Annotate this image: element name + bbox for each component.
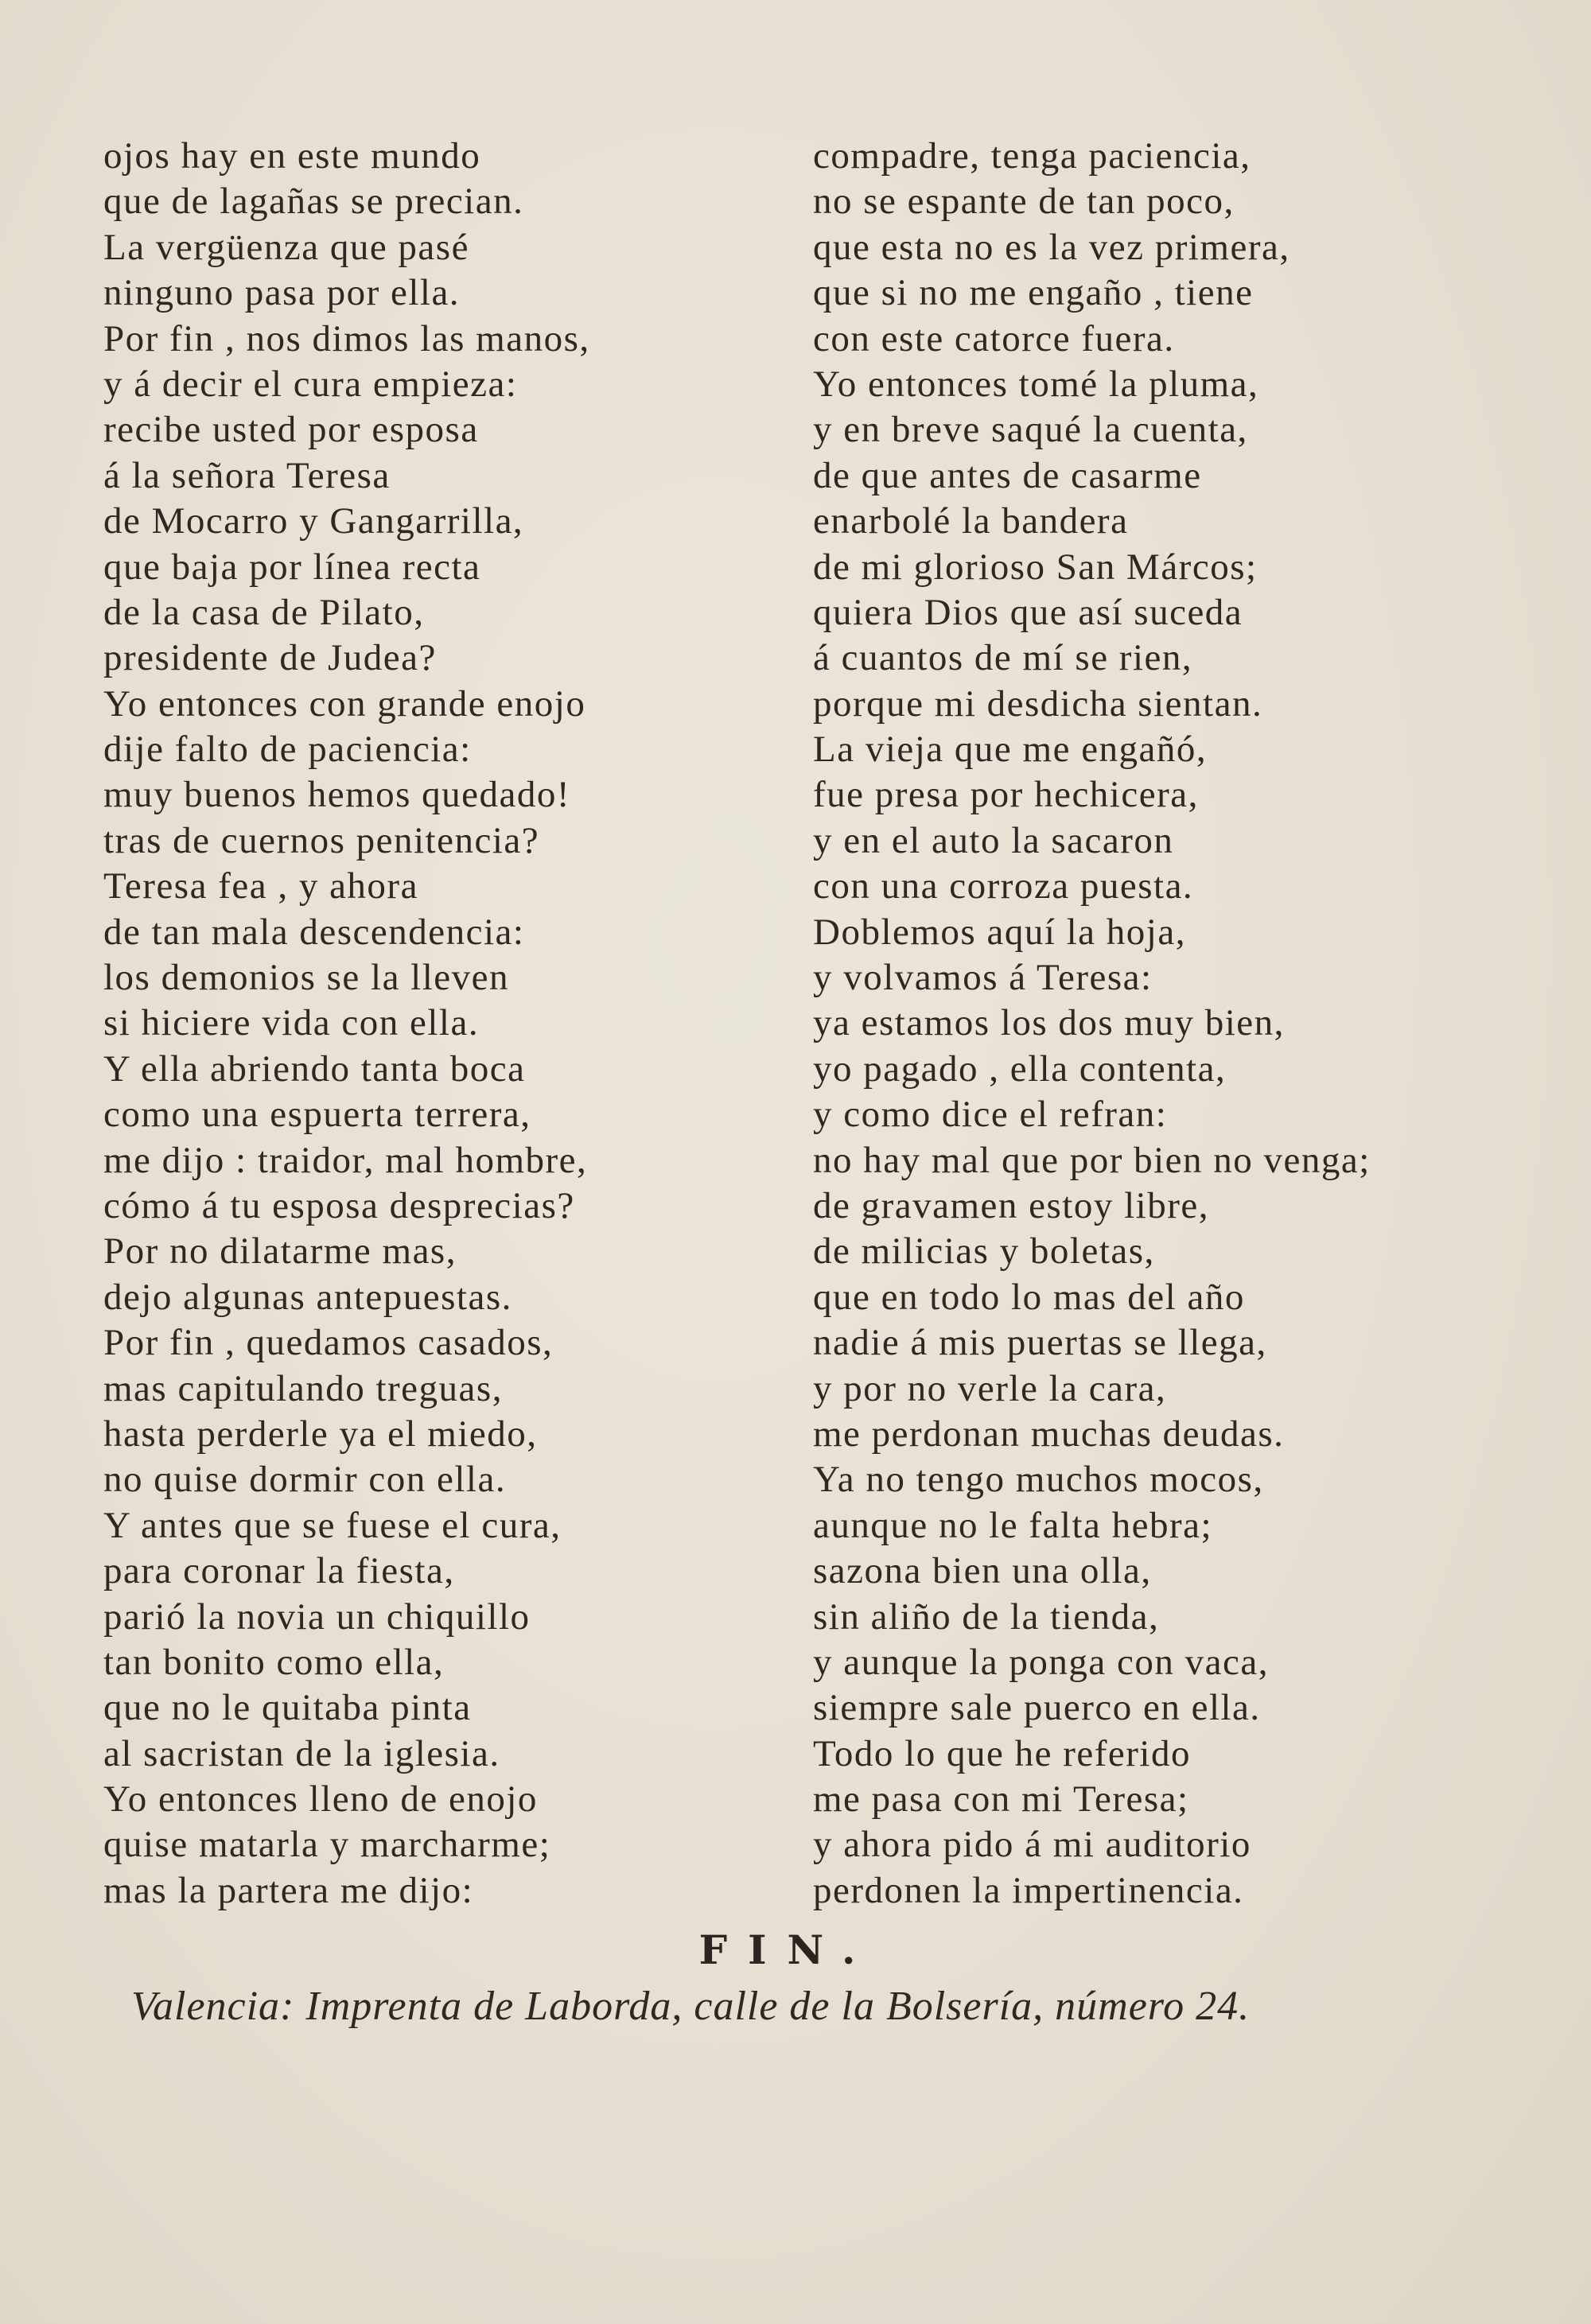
fin-ornament: FIN. <box>698 1926 877 1973</box>
verse-line: de tan mala descendencia: <box>103 911 525 953</box>
verse-line: tan bonito como ella, <box>103 1641 445 1683</box>
verse-line: cómo á tu esposa desprecias? <box>103 1184 575 1226</box>
verse-line: perdonen la impertinencia. <box>813 1869 1244 1911</box>
verse-line: aunque no le falta hebra; <box>813 1504 1213 1546</box>
verse-line: quise matarla y marcharme; <box>103 1824 551 1866</box>
verse-line: los demonios se la lleven <box>103 957 510 999</box>
verse-line: que baja por línea recta <box>103 546 481 588</box>
verse-line: de Mocarro y Gangarrilla, <box>103 500 524 542</box>
verse-line: presidente de Judea? <box>103 637 437 679</box>
verse-line: tras de cuernos penitencia? <box>103 819 540 861</box>
verse-line: muy buenos hemos quedado! <box>103 774 571 816</box>
verse-line: si hiciere vida con ella. <box>103 1002 480 1044</box>
verse-line: La vieja que me engañó, <box>813 729 1208 771</box>
verse-line: dije falto de paciencia: <box>103 729 472 771</box>
verse-line: dejo algunas antepuestas. <box>103 1276 512 1318</box>
verse-line: no hay mal que por bien no venga; <box>813 1139 1371 1181</box>
verse-line: de la casa de Pilato, <box>103 591 425 633</box>
verse-line: que esta no es la vez primera, <box>813 226 1290 268</box>
verse-line: enarbolé la bandera <box>813 500 1129 542</box>
verse-line: no se espante de tan poco, <box>813 181 1235 223</box>
verse-line: me pasa con mi Teresa; <box>813 1778 1189 1821</box>
verse-line: ojos hay en este mundo <box>103 135 481 177</box>
verse-line: Y antes que se fuese el cura, <box>103 1504 562 1546</box>
verse-line: quiera Dios que así suceda <box>813 591 1243 633</box>
verse-line: y por no verle la cara, <box>813 1367 1167 1409</box>
verse-line: y aunque la ponga con vaca, <box>813 1641 1269 1683</box>
verse-line: fue presa por hechicera, <box>813 774 1199 816</box>
verse-line: Ya no tengo muchos mocos, <box>813 1459 1264 1501</box>
verse-line: de gravamen estoy libre, <box>813 1184 1209 1226</box>
verse-column-left <box>103 134 756 1914</box>
verse-line: recibe usted por esposa <box>103 409 479 451</box>
verse-line: ya estamos los dos muy bien, <box>813 1002 1285 1044</box>
verse-line: Por no dilatarme mas, <box>103 1230 457 1273</box>
verse-line: y en breve saqué la cuenta, <box>813 409 1248 451</box>
verse-line: Doblemos aquí la hoja, <box>813 911 1186 953</box>
verse-line: y en el auto la sacaron <box>813 819 1174 861</box>
verse-line: á cuantos de mí se rien, <box>813 637 1193 679</box>
verse-line: porque mi desdicha sientan. <box>813 682 1263 725</box>
verse-line: Yo entonces con grande enojo <box>103 682 586 725</box>
verse-line: Yo entonces lleno de enojo <box>103 1778 538 1821</box>
verse-line: que en todo lo mas del año <box>813 1276 1245 1318</box>
verse-line: parió la novia un chiquillo <box>103 1595 531 1638</box>
verse-line: me dijo : traidor, mal hombre, <box>103 1139 588 1181</box>
verse-line: hasta perderle ya el miedo, <box>103 1413 538 1455</box>
verse-line: como una espuerta terrera, <box>103 1094 531 1136</box>
verse-line: que no le quitaba pinta <box>103 1687 472 1729</box>
verse-line: ninguno pasa por ella. <box>103 272 461 314</box>
verse-column-right <box>813 134 1553 1914</box>
verse-line: y como dice el refran: <box>813 1094 1168 1136</box>
verse-line: y volvamos á Teresa: <box>813 957 1153 999</box>
verse-line: con este catorce fuera. <box>813 317 1175 359</box>
imprint-line: Valencia: Imprenta de Laborda, calle de la Bolsería, número 24. <box>131 1984 1251 2029</box>
verse-line: La vergüenza que pasé <box>103 226 469 268</box>
verse-line: Yo entonces tomé la pluma, <box>813 363 1259 405</box>
verse-line: Todo lo que he referido <box>813 1732 1191 1774</box>
verse-line: me perdonan muchas deudas. <box>813 1413 1285 1455</box>
verse-line: de mi glorioso San Márcos; <box>813 546 1258 588</box>
verse-line: mas capitulando treguas, <box>103 1367 503 1409</box>
verse-line: Y ella abriendo tanta boca <box>103 1047 526 1090</box>
verse-line: no quise dormir con ella. <box>103 1459 507 1501</box>
verse-line: para coronar la fiesta, <box>103 1550 455 1592</box>
verse-line: sin aliño de la tienda, <box>813 1595 1160 1638</box>
verse-line: y á decir el cura empieza: <box>103 363 518 405</box>
verse-line: siempre sale puerco en ella. <box>813 1687 1261 1729</box>
verse-line: que si no me engaño , tiene <box>813 272 1254 314</box>
verse-line: yo pagado , ella contenta, <box>813 1047 1227 1090</box>
verse-line: con una corroza puesta. <box>813 865 1194 907</box>
verse-line: compadre, tenga paciencia, <box>813 135 1251 177</box>
verse-line: de milicias y boletas, <box>813 1230 1155 1273</box>
verse-line: á la señora Teresa <box>103 454 391 496</box>
verse-line: y ahora pido á mi auditorio <box>813 1824 1251 1866</box>
verse-line: que de lagañas se precian. <box>103 181 524 223</box>
verse-line: sazona bien una olla, <box>813 1550 1152 1592</box>
verse-line: nadie á mis puertas se llega, <box>813 1322 1267 1364</box>
verse-line: Por fin , nos dimos las manos, <box>103 317 590 359</box>
verse-line: de que antes de casarme <box>813 454 1202 496</box>
verse-line: mas la partera me dijo: <box>103 1869 474 1911</box>
verse-line: Teresa fea , y ahora <box>103 865 418 907</box>
verse-line: al sacristan de la iglesia. <box>103 1732 500 1774</box>
verse-line: Por fin , quedamos casados, <box>103 1322 554 1364</box>
